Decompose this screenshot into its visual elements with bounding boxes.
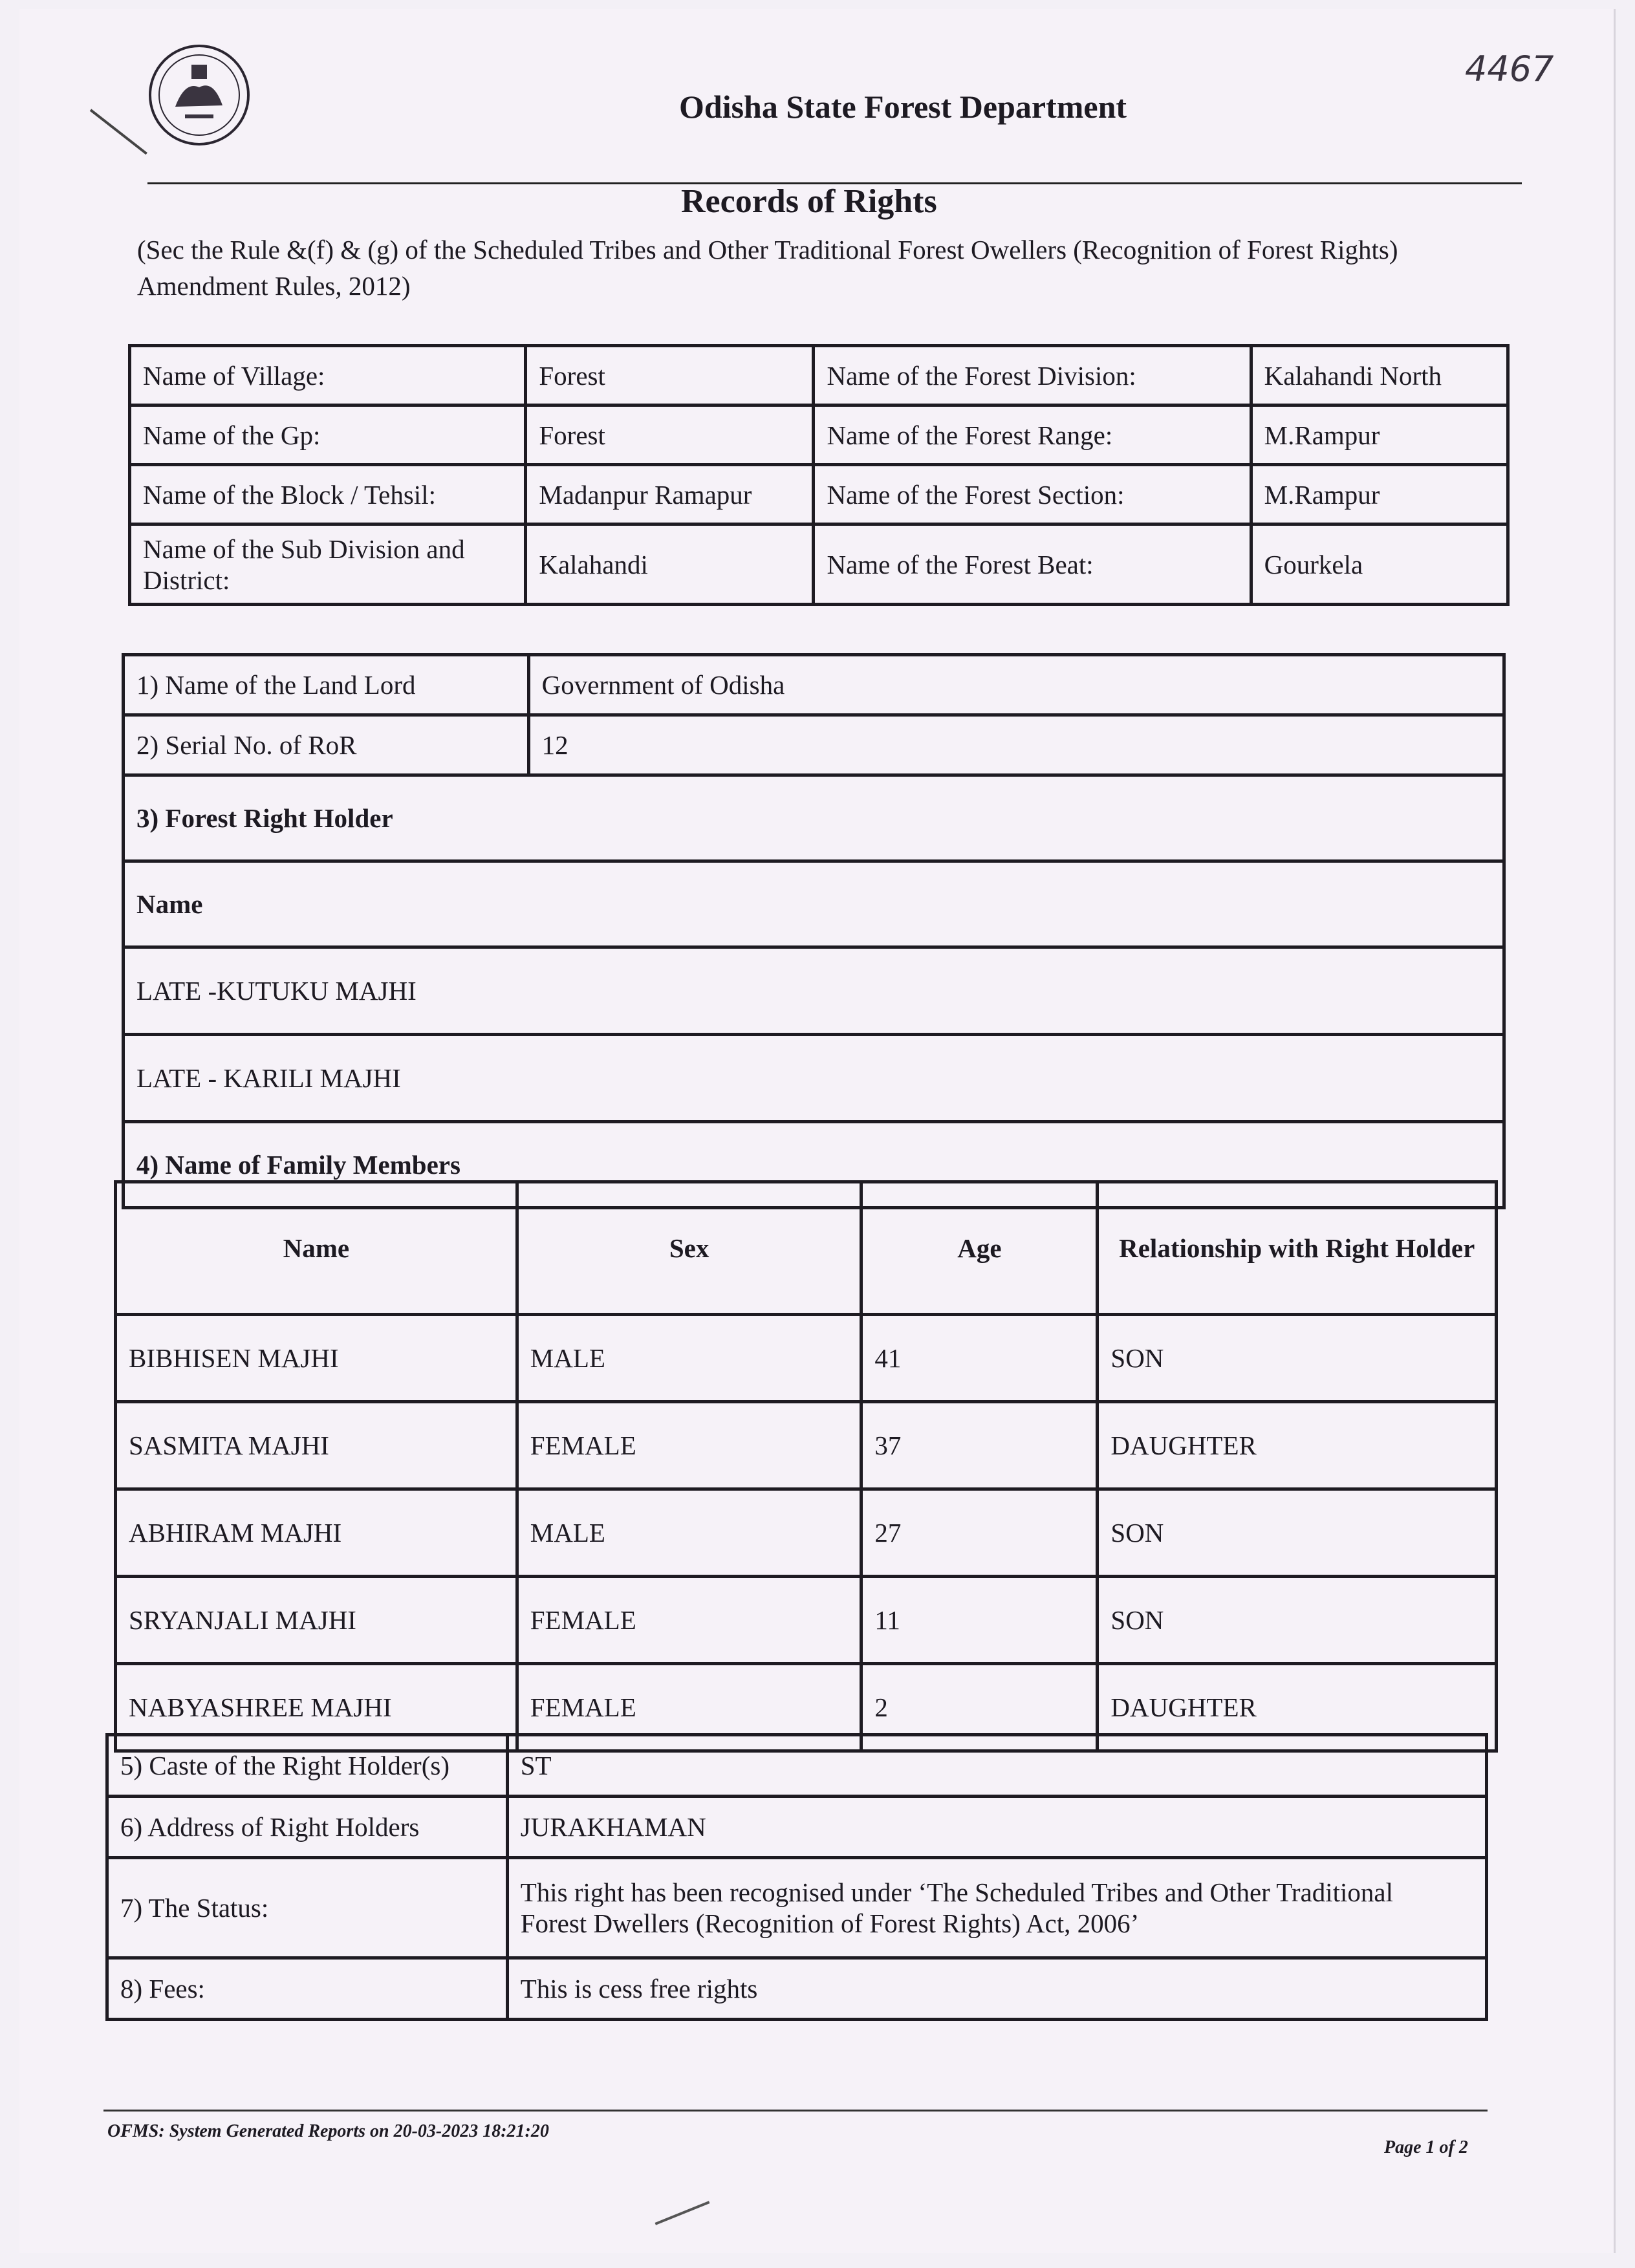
- landlord-label: 1) Name of the Land Lord: [124, 655, 529, 715]
- generated-timestamp: OFMS: System Generated Reports on 20-03-2023 18:21:20: [107, 2121, 549, 2141]
- table-row: [116, 1402, 1497, 1489]
- gp-value: Forest: [526, 405, 814, 465]
- member-sex: MALE: [517, 1489, 861, 1577]
- beat-value: Gourkela: [1251, 524, 1508, 605]
- table-row: [116, 1577, 1497, 1664]
- subdivision-label: Name of the Sub Division and District:: [130, 524, 526, 605]
- landlord-value: Government of Odisha: [528, 655, 1504, 715]
- family-header-row: [116, 1182, 1497, 1315]
- right-holder-name: LATE - KARILI MAJHI: [124, 1035, 1504, 1122]
- member-name: NABYASHREE MAJHI: [116, 1664, 517, 1751]
- location-table: [128, 344, 1510, 606]
- fees-label: 8) Fees:: [107, 1958, 508, 2020]
- member-age: 27: [861, 1489, 1098, 1577]
- section-value: M.Rampur: [1251, 465, 1508, 524]
- caste-value: ST: [507, 1735, 1486, 1797]
- holder-name-heading: Name: [124, 861, 1504, 947]
- page-id-handwritten: 4467: [1465, 49, 1554, 89]
- status-value: [507, 1858, 1486, 1958]
- address-value: JURAKHAMAN: [507, 1797, 1486, 1858]
- range-label: Name of the Forest Range:: [814, 405, 1251, 465]
- member-relationship: SON: [1098, 1315, 1497, 1402]
- col-relationship-header: Relationship with Right Holder: [1098, 1182, 1497, 1315]
- member-relationship: SON: [1098, 1577, 1497, 1664]
- col-age-header: Age: [861, 1182, 1098, 1315]
- table-row: [116, 1315, 1497, 1402]
- subdivision-value: Kalahandi: [526, 524, 814, 605]
- odisha-emblem-icon: [146, 42, 252, 148]
- member-sex: FEMALE: [517, 1402, 861, 1489]
- right-holder-heading: 3) Forest Right Holder: [124, 775, 1504, 861]
- member-name: SASMITA MAJHI: [116, 1402, 517, 1489]
- department-title: Odisha State Forest Department: [679, 89, 1127, 125]
- family-members-heading: 4) Name of Family Members: [124, 1122, 1504, 1208]
- member-sex: FEMALE: [517, 1577, 861, 1664]
- block-value: Madanpur Ramapur: [526, 465, 814, 524]
- member-name: SRYANJALI MAJHI: [116, 1577, 517, 1664]
- member-name: BIBHISEN MAJHI: [116, 1315, 517, 1402]
- section-label: Name of the Forest Section:: [814, 465, 1251, 524]
- status-line-2: Forest Dwellers (Recognition of Forest Rights) Act, 2006’: [520, 1908, 1140, 1938]
- member-age: 2: [861, 1664, 1098, 1751]
- block-label: Name of the Block / Tehsil:: [130, 465, 526, 524]
- member-sex: FEMALE: [517, 1664, 861, 1751]
- footer-divider: [103, 2110, 1488, 2111]
- member-name: ABHIRAM MAJHI: [116, 1489, 517, 1577]
- caste-label: 5) Caste of the Right Holder(s): [107, 1735, 508, 1797]
- division-label: Name of the Forest Division:: [814, 346, 1251, 405]
- division-value: Kalahandi North: [1251, 346, 1508, 405]
- member-age: 37: [861, 1402, 1098, 1489]
- village-value: Forest: [526, 346, 814, 405]
- details-table: [105, 1733, 1488, 2021]
- gp-label: Name of the Gp:: [130, 405, 526, 465]
- status-line-1: This right has been recognised under ‘The Scheduled Tribes and Other Traditional: [520, 1877, 1394, 1907]
- member-relationship: DAUGHTER: [1098, 1664, 1497, 1751]
- page-title: Records of Rights: [681, 183, 937, 220]
- range-value: M.Rampur: [1251, 405, 1508, 465]
- status-label: 7) The Status:: [107, 1858, 508, 1958]
- member-age: 41: [861, 1315, 1098, 1402]
- family-members-table: [114, 1180, 1498, 1753]
- col-name-header: Name: [116, 1182, 517, 1315]
- fees-value: This is cess free rights: [507, 1958, 1486, 2020]
- col-sex-header: Sex: [517, 1182, 861, 1315]
- village-label: Name of Village:: [130, 346, 526, 405]
- record-table: [122, 653, 1506, 1209]
- rule-reference: (Sec the Rule &(f) & (g) of the Scheduled Tribes and Other Traditional Forest Owellers (Recognition of Forest Rights) Amendment Rules, 2012): [137, 235, 1398, 301]
- table-row: [116, 1489, 1497, 1577]
- address-label: 6) Address of Right Holders: [107, 1797, 508, 1858]
- serial-label: 2) Serial No. of RoR: [124, 715, 529, 775]
- member-age: 11: [861, 1577, 1098, 1664]
- member-sex: MALE: [517, 1315, 861, 1402]
- page-number: Page 1 of 2: [1384, 2137, 1468, 2157]
- beat-label: Name of the Forest Beat:: [814, 524, 1251, 605]
- serial-value: 12: [528, 715, 1504, 775]
- member-relationship: DAUGHTER: [1098, 1402, 1497, 1489]
- member-relationship: SON: [1098, 1489, 1497, 1577]
- right-holder-name: LATE -KUTUKU MAJHI: [124, 947, 1504, 1035]
